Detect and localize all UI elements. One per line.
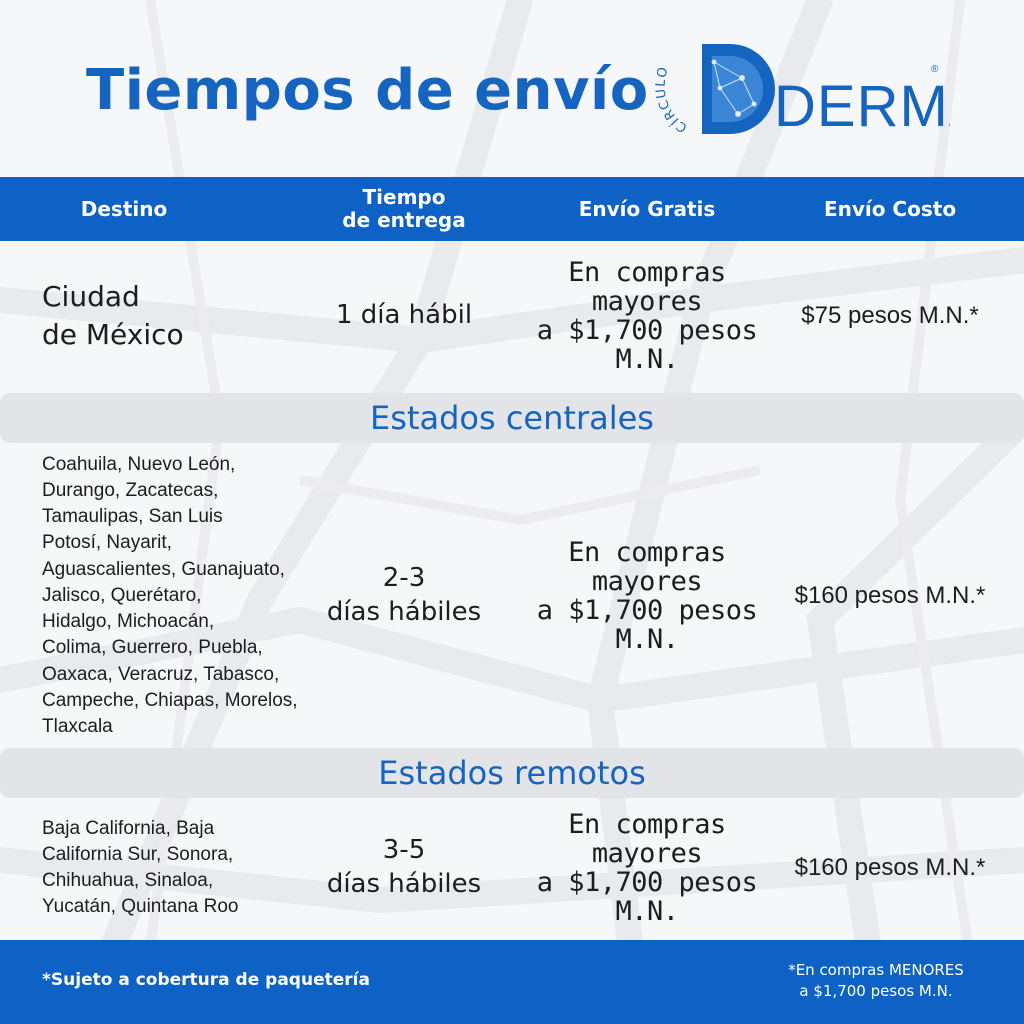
- gratis-line: M.N.: [615, 344, 679, 376]
- svg-text:CÍRCULO: [654, 64, 691, 135]
- header-costo: Envío Costo: [823, 196, 957, 221]
- costo-cell: $160 pesos M.N.*: [794, 582, 986, 609]
- table-row-remotos: [0, 800, 1024, 936]
- destino-cell: [42, 800, 342, 936]
- destino-line: de México: [42, 318, 184, 351]
- destino-line: Oaxaca, Veracruz, Tabasco,: [42, 663, 280, 685]
- destino-line: Chihuahua, Sinaloa,: [42, 870, 214, 891]
- costo-cell: $160 pesos M.N.*: [794, 854, 986, 881]
- gratis-line: En compras: [568, 808, 726, 840]
- destino-line: Hidalgo, Michoacán,: [42, 611, 215, 633]
- tiempo-line: días hábiles: [326, 869, 482, 899]
- tiempo-line: 3-5: [382, 835, 426, 866]
- footer-bar: [0, 940, 1024, 1024]
- page-title: Tiempos de envío: [86, 58, 649, 123]
- destino-line: Colima, Guerrero, Puebla,: [42, 637, 263, 659]
- gratis-line: M.N.: [615, 896, 679, 928]
- destino-line: Durango, Zacatecas,: [42, 480, 219, 502]
- destino-cell: [42, 241, 302, 391]
- gratis-line: mayores: [591, 837, 703, 869]
- gratis-line: a $1,700 pesos: [536, 315, 758, 346]
- footer-note-line: a $1,700 pesos M.N.: [799, 982, 953, 1000]
- header-destino: Destino: [80, 196, 168, 221]
- destino-line: Coahuila, Nuevo León,: [42, 453, 236, 475]
- gratis-cell: [530, 241, 764, 391]
- destino-line: California Sur, Sonora,: [42, 843, 234, 865]
- header-tiempo: [300, 177, 508, 241]
- table-row-cdmx: [0, 241, 1024, 391]
- section-estados-centrales: Estados centrales: [0, 393, 1024, 443]
- gratis-line: mayores: [591, 285, 703, 317]
- tiempo-cell: 1 día hábil: [335, 300, 473, 331]
- registered-mark: ®: [931, 64, 939, 75]
- gratis-cell: [530, 800, 764, 936]
- footer-note-minimum: [766, 960, 986, 1002]
- destino-line: Campeche, Chiapas, Morelos,: [42, 689, 298, 711]
- table-header: [0, 177, 1024, 241]
- destino-line: Tlaxcala: [42, 715, 113, 737]
- destino-cell: [42, 446, 342, 746]
- gratis-line: M.N.: [615, 624, 679, 656]
- tiempo-cell: [300, 446, 508, 746]
- tiempo-cell: [300, 800, 508, 936]
- header-tiempo-line1: Tiempo: [362, 185, 446, 209]
- gratis-line: En compras: [568, 536, 726, 568]
- footer-note-line: *En compras MENORES: [788, 961, 964, 979]
- tiempo-line: días hábiles: [326, 597, 482, 627]
- header-gratis: Envío Gratis: [578, 196, 716, 221]
- destino-line: Yucatán, Quintana Roo: [42, 896, 239, 918]
- destino-line: Baja California, Baja: [42, 817, 215, 839]
- gratis-line: mayores: [591, 565, 703, 597]
- tiempo-line: 2-3: [382, 563, 426, 594]
- destino-line: Aguascalientes, Guanajuato,: [42, 558, 285, 580]
- costo-cell: $75 pesos M.N.*: [801, 302, 979, 329]
- gratis-line: En compras: [568, 256, 726, 288]
- gratis-line: a $1,700 pesos: [536, 595, 758, 626]
- table-row-centrales: [0, 446, 1024, 746]
- circulo-derma-logo: [650, 38, 950, 138]
- destino-line: Tamaulipas, San Luis: [42, 506, 223, 528]
- destino-line: Ciudad: [42, 280, 140, 314]
- logo-brand-text: DERM: [774, 74, 949, 138]
- footer-note-coverage: *Sujeto a cobertura de paquetería: [42, 970, 370, 990]
- destino-line: Jalisco, Querétaro,: [42, 584, 202, 606]
- gratis-cell: [530, 446, 764, 746]
- section-estados-remotos: Estados remotos: [0, 748, 1024, 798]
- gratis-line: a $1,700 pesos: [536, 867, 758, 898]
- header-tiempo-line2: de entrega: [342, 208, 466, 232]
- destino-line: Potosí, Nayarit,: [42, 532, 172, 554]
- logo-circulo-text: CÍRCULO: [653, 64, 691, 136]
